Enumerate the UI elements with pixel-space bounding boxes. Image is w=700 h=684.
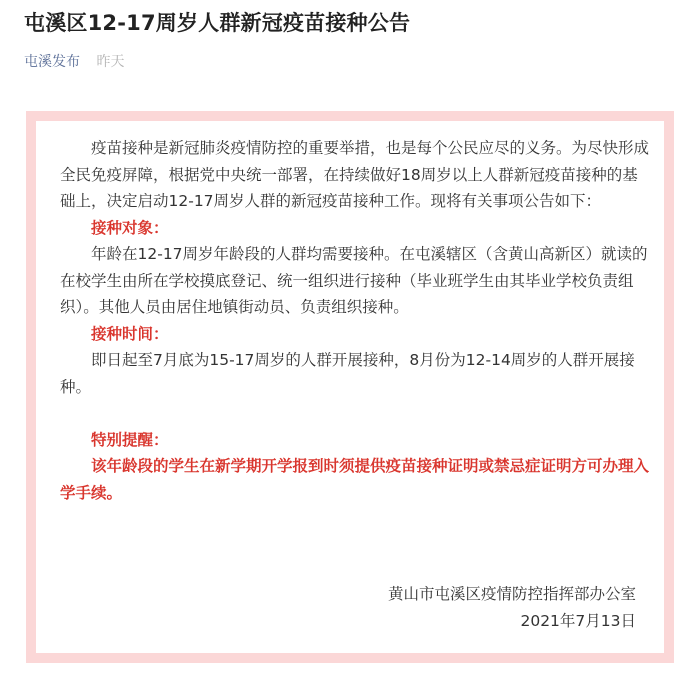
article-meta	[24, 52, 684, 72]
notice-card	[26, 111, 674, 663]
sign-date: 2021年7月13日	[520, 612, 636, 630]
notice-content	[60, 135, 650, 506]
publish-date: 昨天	[96, 54, 125, 70]
section-body-reminder: 该年龄段的学生在新学期开学报到时须提供疫苗接种证明或禁忌症证明方可办理入学手续。	[60, 457, 650, 502]
paragraph-spacer	[60, 400, 650, 427]
section-heading-target: 接种对象：	[91, 218, 169, 237]
signer-name: 黄山市屯溪区疫情防控指挥部办公室	[387, 585, 636, 603]
section-body-time: 即日起至7月底为15-17周岁的人群开展接种，8月份为12-14周岁的人群开展接种。	[60, 351, 635, 396]
section-body-target: 年龄在12-17周岁年龄段的人群均需要接种。在屯溪辖区（含黄山高新区）就读的在校学生由所在学校摸底登记、统一组织进行接种（毕业班学生由其毕业学校负责组织）。其他人员由居住地镇街动员、负责组织接种。	[60, 245, 648, 316]
article-title: 屯溪区12-17周岁人群新冠疫苗接种公告	[24, 11, 411, 35]
section-heading-time: 接种时间：	[91, 324, 169, 343]
article-header	[24, 8, 684, 72]
notice-intro: 疫苗接种是新冠肺炎疫情防控的重要举措，也是每个公民应尽的义务。为尽快形成全民免疫屏障，根据党中央统一部署，在持续做好18周岁以上人群新冠疫苗接种的基础上，决定启动12-17周岁人群的新冠疫苗接种工作。现将有关事项公告如下：	[60, 139, 650, 210]
notice-signoff	[388, 581, 636, 635]
author-link[interactable]: 屯溪发布	[24, 54, 80, 70]
section-heading-reminder: 特别提醒：	[91, 430, 169, 449]
